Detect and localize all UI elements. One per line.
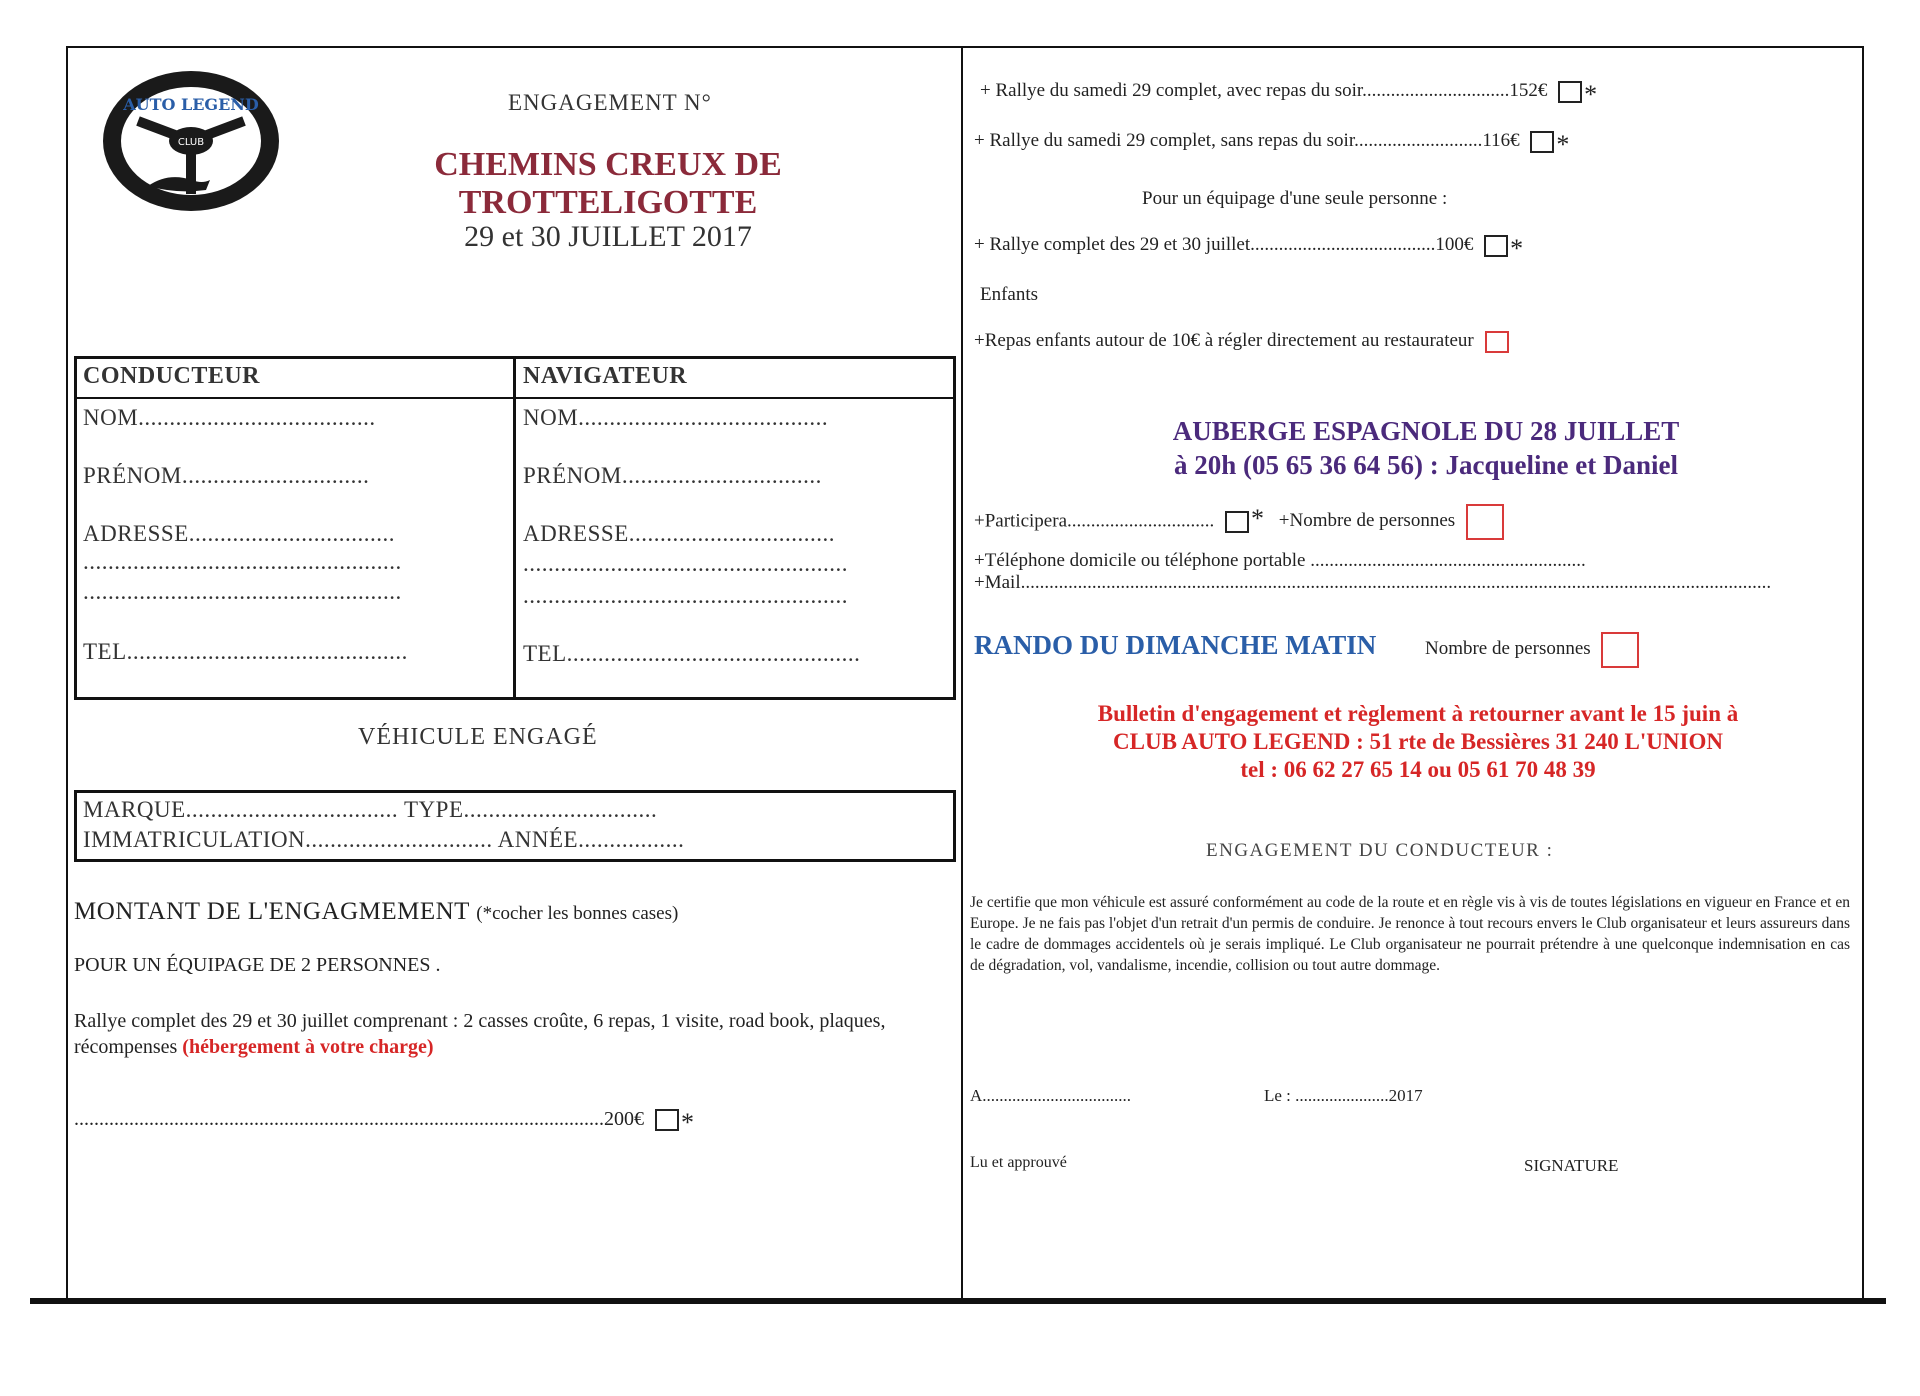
option-samedi-sans-label: + Rallye du samedi 29 complet, sans repas du soir...........................116€: [974, 130, 1520, 151]
option-complet-1p-label: + Rallye complet des 29 et 30 juillet.......................................100€: [974, 234, 1474, 255]
bottom-rule: [30, 1298, 1886, 1304]
conducteur-adresse-line1[interactable]: ...................................................: [83, 549, 402, 574]
option-samedi-repas: [980, 80, 1597, 110]
auberge-nombre-box[interactable]: [1466, 504, 1504, 540]
montant-note: (*cocher les bonnes cases): [476, 903, 679, 924]
rando-nombre-label: Nombre de personnes: [1424, 638, 1591, 659]
logo-center-text: CLUB: [177, 137, 205, 148]
lieu-field[interactable]: A...................................: [970, 1086, 1132, 1105]
rallye-description-text: Rallye complet des 29 et 30 juillet comprenant : 2 casses croûte, 6 repas, 1 visite, road book, plaques, récompenses: [74, 1010, 886, 1058]
event-title-line2: TROTTELIGOTTE: [458, 184, 758, 221]
option-samedi-sans: [974, 130, 1569, 160]
conducteur-nom-field[interactable]: NOM......................................: [83, 405, 376, 430]
immatriculation-annee-fields[interactable]: IMMATRICULATION.............................. ANNÉE.................: [83, 827, 685, 852]
marque-type-fields[interactable]: MARQUE.................................. TYPE...............................: [83, 797, 658, 822]
mail-field[interactable]: +Mail..............................................................................................................................................................: [974, 572, 1772, 593]
lu-approuve-label: Lu et approuvé: [970, 1154, 1067, 1171]
option-samedi-repas-checkbox[interactable]: [1558, 81, 1582, 103]
auberge-title-line1: AUBERGE ESPAGNOLE DU 28 JUILLET: [1172, 416, 1680, 446]
navigateur-prenom-field[interactable]: PRÉNOM................................: [523, 463, 822, 488]
event-dates: 29 et 30 JUILLET 2017: [464, 220, 752, 253]
date-field[interactable]: Le : ......................2017: [1264, 1086, 1423, 1105]
rando-nombre-box[interactable]: [1601, 632, 1639, 668]
auberge-participera-row: [974, 504, 1504, 540]
crew-table: [74, 356, 956, 700]
conducteur-tel-field[interactable]: TEL.............................................: [83, 639, 408, 664]
repas-enfants-checkbox[interactable]: [1485, 331, 1509, 353]
option-repas-enfants: [974, 330, 1509, 353]
price-200-star: *: [681, 1108, 694, 1137]
rallye-description: [74, 1008, 944, 1060]
auberge-title-line2: à 20h (05 65 36 64 56) : Jacqueline et Daniel: [1174, 450, 1678, 480]
auto-legend-logo: [98, 66, 284, 216]
participera-checkbox[interactable]: [1225, 511, 1249, 533]
price-200-row: [74, 1108, 694, 1138]
navigateur-nom-field[interactable]: NOM........................................: [523, 405, 829, 430]
rando-title: RANDO DU DIMANCHE MATIN: [974, 630, 1377, 660]
enfants-label: Enfants: [980, 284, 1039, 305]
option-samedi-repas-star: *: [1584, 80, 1598, 109]
montant-title: MONTANT DE L'ENGAGMEMENT: [74, 898, 470, 925]
navigateur-adresse-line2[interactable]: ....................................................: [523, 583, 848, 608]
navigateur-tel-field[interactable]: TEL...............................................: [523, 641, 861, 666]
hebergement-note: (hébergement à votre charge): [182, 1036, 434, 1058]
conducteur-heading: CONDUCTEUR: [83, 363, 261, 389]
center-divider: [961, 48, 963, 1302]
montant-heading: [74, 898, 678, 926]
conducteur-adresse-field[interactable]: ADRESSE.................................: [83, 521, 395, 546]
rando-row: [974, 630, 1639, 668]
option-complet-1p-star: *: [1510, 234, 1524, 263]
engagement-conducteur-text: Je certifie que mon véhicule est assuré conformément au code de la route et en règle vis à vis de toutes législations en vigueur en France et en Europe. Je ne fais pas l'objet d'un retrait d'un permis de conduire. Je renonce à tout recours envers le Club organisateur et leurs assureurs dans le cadre de dommages accidentels où je serais impliqué. Le Club organisateur ne pourrait prétendre à une quelconque indemnisation en cas de dégradation, vol, vandalisme, incendie, collision ou tout autre dommage.: [970, 894, 1850, 974]
bulletin-address: CLUB AUTO LEGEND : 51 rte de Bessières 31 240 L'UNION: [1113, 729, 1723, 754]
event-title-line1: CHEMINS CREUX DE: [434, 146, 782, 183]
navigateur-adresse-line1[interactable]: ....................................................: [523, 551, 848, 576]
event-title: [368, 146, 848, 222]
engagement-conducteur-title: ENGAGEMENT DU CONDUCTEUR :: [1206, 840, 1554, 861]
navigateur-column: [523, 359, 953, 697]
auberge-nombre-label: +Nombre de personnes: [1278, 510, 1456, 532]
option-samedi-repas-label: + Rallye du samedi 29 complet, avec repas du soir...............................152€: [980, 80, 1548, 101]
conducteur-adresse-line2[interactable]: ...................................................: [83, 579, 402, 604]
vehicule-table: [74, 790, 956, 862]
navigateur-adresse-field[interactable]: ADRESSE.................................: [523, 521, 835, 546]
auberge-title: [1066, 414, 1786, 482]
vehicule-title: VÉHICULE ENGAGÉ: [358, 724, 598, 750]
bulletin-line1: Bulletin d'engagement et règlement à retourner avant le 15 juin à: [1097, 701, 1739, 726]
price-200-label: ..........................................................................................................200€: [74, 1108, 644, 1130]
participera-star: *: [1251, 504, 1265, 533]
logo-text: AUTO LEGEND: [123, 95, 259, 114]
signature-label: SIGNATURE: [1524, 1156, 1619, 1175]
participera-label: +Participera...............................: [974, 510, 1215, 532]
bulletin-tel: tel : 06 62 27 65 14 ou 05 61 70 48 39: [1240, 757, 1596, 782]
equipage-1-label: Pour un équipage d'une seule personne :: [1142, 188, 1448, 209]
equipage-2-label: POUR UN ÉQUIPAGE DE 2 PERSONNES .: [74, 954, 441, 976]
conducteur-prenom-field[interactable]: PRÉNOM..............................: [83, 463, 370, 488]
engagement-number-label: ENGAGEMENT N°: [508, 90, 712, 115]
crew-table-divider: [513, 359, 516, 697]
option-complet-1p: [974, 234, 1523, 264]
telephone-field[interactable]: +Téléphone domicile ou téléphone portable ..........................................................: [974, 550, 1586, 571]
form-sheet: [66, 46, 1864, 1300]
navigateur-heading: NAVIGATEUR: [523, 363, 688, 389]
option-samedi-sans-checkbox[interactable]: [1530, 131, 1554, 153]
option-samedi-sans-star: *: [1556, 130, 1570, 159]
bulletin-block: [988, 700, 1848, 784]
price-200-checkbox[interactable]: [655, 1109, 679, 1131]
option-complet-1p-checkbox[interactable]: [1484, 235, 1508, 257]
repas-enfants-label: +Repas enfants autour de 10€ à régler directement au restaurateur: [974, 330, 1474, 351]
conducteur-column: [83, 359, 513, 697]
